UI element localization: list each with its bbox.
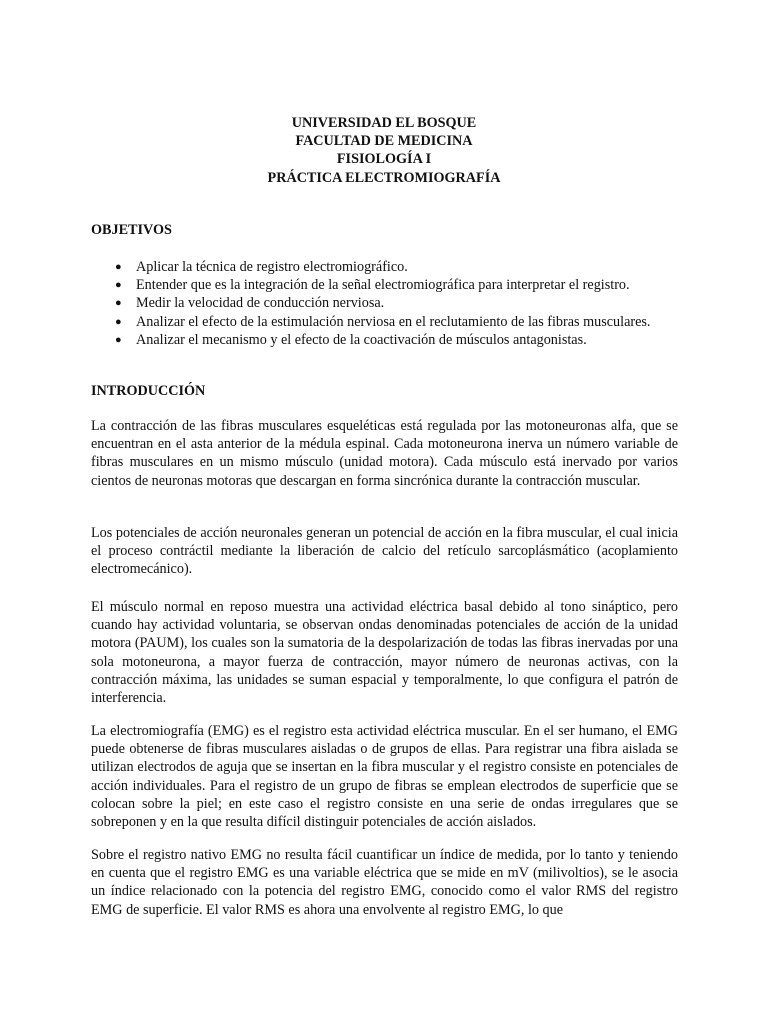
objetivo-item — [115, 276, 676, 294]
intro-paragraph: El músculo normal en reposo muestra una actividad eléctrica basal debido al tono sináptico, pero cuando hay actividad voluntaria, se observan ondas denominadas potenciales de acción de la unidad motora (PAUM), los cuales son la sumatoria de la despolarización de todas las fibras inervadas por una sola motoneurona, a mayor fuerza de contracción, mayor número de neuronas activas, con la contracción máxima, las unidades se suman espacial y temporalmente, lo que configura el patrón de interferencia. — [91, 599, 678, 707]
course-name: FISIOLOGÍA I — [336, 151, 432, 168]
intro-paragraph: Los potenciales de acción neuronales generan un potencial de acción en la fibra muscular, el cual inicia el proceso contráctil mediante la liberación de calcio del retículo sarcoplásmático (acoplamiento electromecánico). — [91, 525, 678, 578]
intro-paragraph: Sobre el registro nativo EMG no resulta fácil cuantificar un índice de medida, por lo tanto y teniendo en cuenta que el registro EMG es una variable eléctrica que se mide en mV (milivoltios), se le asocia un índice relacionado con la potencia del registro EMG, conocido como el valor RMS del registro EMG de superficie. El valor RMS es ahora una envolvente al registro EMG, lo que — [91, 847, 678, 918]
objetivo-text: Entender que es la integración de la señal electromiográfica para interpretar el registro. — [136, 277, 630, 294]
objetivo-text: Analizar el mecanismo y el efecto de la coactivación de músculos antagonistas. — [136, 331, 587, 348]
objetivo-item — [115, 258, 676, 276]
objetivo-text: Medir la velocidad de conducción nerviosa. — [136, 295, 385, 312]
objetivo-text: Aplicar la técnica de registro electromiográfico. — [136, 259, 408, 275]
bullet-icon: ● — [115, 297, 122, 310]
objetivo-text: Analizar el efecto de la estimulación nerviosa en el reclutamiento de las fibras musculares. — [136, 313, 651, 330]
bullet-icon: ● — [115, 279, 122, 292]
bullet-icon: ● — [115, 315, 122, 328]
document-title-block — [0, 114, 768, 187]
bullet-icon: ● — [115, 333, 122, 346]
objetivo-item — [115, 313, 676, 331]
objetivo-item — [115, 331, 676, 349]
intro-paragraph: La electromiografía (EMG) es el registro esta actividad eléctrica muscular. En el ser humano, el EMG puede obtenerse de fibras musculares aisladas o de grupos de ellas. Para registrar una fibra aislada se utilizan electrodos de aguja que se insertan en la fibra muscular y el registro consiste en potenciales de acción individuales. Para el registro de un grupo de fibras se emplean electrodos de superficie que se colocan sobre la piel; en este caso el registro consiste en una serie de ondas irregulares que se sobreponen y en la que resulta difícil distinguir potenciales de acción aislados. — [91, 723, 678, 831]
faculty-name: FACULTAD DE MEDICINA — [295, 133, 473, 150]
objetivos-heading: OBJETIVOS — [91, 222, 172, 238]
university-name: UNIVERSIDAD EL BOSQUE — [291, 115, 477, 131]
objetivo-item — [115, 294, 676, 312]
introduccion-heading: INTRODUCCIÓN — [91, 383, 206, 399]
intro-paragraph: La contracción de las fibras musculares esqueléticas está regulada por las motoneuronas alfa, que se encuentran en el asta anterior de la médula espinal. Cada motoneurona inerva un número variable de fibras musculares en un mismo músculo (unidad motora). Cada músculo está inervado por varios cientos de neuronas motoras que descargan en forma sincrónica durante la contracción muscular. — [91, 418, 678, 489]
objetivos-list — [115, 258, 676, 349]
practice-title: PRÁCTICA ELECTROMIOGRAFÍA — [267, 169, 501, 186]
bullet-icon: ● — [115, 261, 122, 273]
